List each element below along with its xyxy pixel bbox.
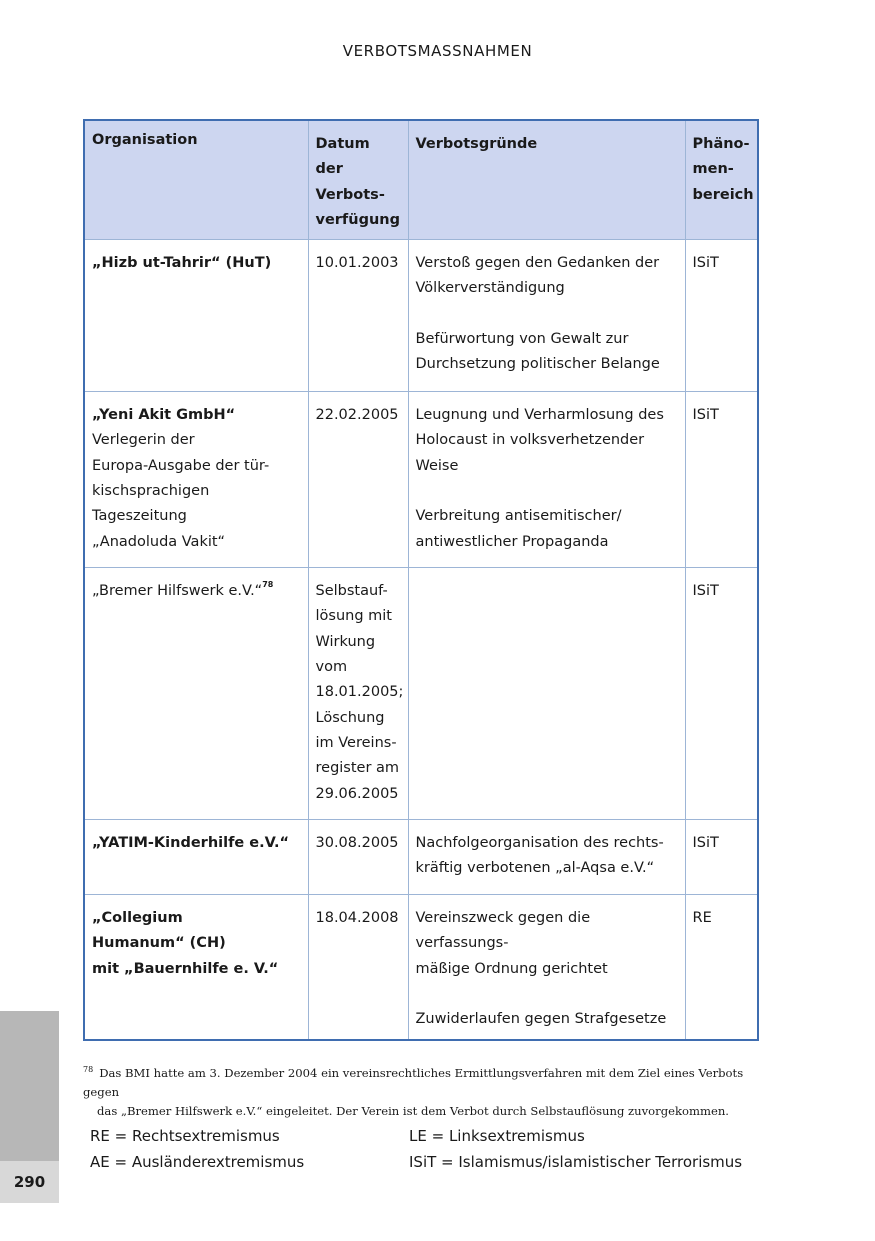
- organisation-name: „Yeni Akit GmbH“: [92, 407, 236, 424]
- datum-line: Wirkung: [315, 633, 376, 650]
- grund-line: Nachfolgeorganisation des rechts-: [415, 835, 664, 852]
- legend-item: LE = Linksextremismus: [409, 1127, 585, 1145]
- organisation-name: mit „Bauernhilfe e. V.“: [92, 960, 279, 977]
- organisation-detail: Verlegerin der: [92, 432, 195, 449]
- organisation-detail: „Anadoluda Vakit“: [92, 533, 226, 550]
- footnote-mark: 78: [83, 1065, 94, 1074]
- header-datum: [308, 120, 408, 240]
- cell-bereich: ISiT: [685, 392, 758, 568]
- organisation-detail: „Bremer Hilfswerk e.V.“: [92, 583, 263, 600]
- legend-item: ISiT = Islamismus/islamistischer Terrorismus: [409, 1153, 743, 1171]
- cell-gruende: [408, 895, 685, 1040]
- datum-line: register am: [315, 760, 400, 777]
- cell-organisation: [84, 240, 308, 392]
- grund-line: mäßige Ordnung gerichtet: [415, 960, 608, 977]
- grund-line: Weise: [415, 457, 459, 474]
- organisation-name: „Collegium: [92, 910, 183, 927]
- organisation-name: „Hizb ut-Tahrir“ (HuT): [92, 255, 272, 272]
- header-datum-line: Verbots-: [315, 186, 385, 203]
- datum-line: 30.08.2005: [315, 835, 399, 852]
- table-row: [84, 895, 758, 1040]
- organisation-detail: Europa-Ausgabe der tür-: [92, 457, 270, 474]
- table-header-row: [84, 120, 758, 240]
- datum-line: 10.01.2003: [315, 255, 399, 272]
- legend-row: [90, 1149, 790, 1175]
- header-datum-line: Datum der: [315, 136, 370, 178]
- table-row: [84, 820, 758, 895]
- table-row: [84, 240, 758, 392]
- cell-datum: [308, 240, 408, 392]
- grund-line: Durchsetzung politischer Belange: [415, 356, 660, 373]
- header-bereich-line: Phäno-: [692, 136, 750, 152]
- datum-line: Löschung: [315, 709, 385, 726]
- table-row: [84, 568, 758, 820]
- cell-gruende: [408, 392, 685, 568]
- cell-organisation: [84, 895, 308, 1040]
- table-row: [84, 392, 758, 568]
- cell-bereich: ISiT: [685, 820, 758, 895]
- paragraph-gap: [416, 302, 678, 327]
- paragraph-gap: [416, 982, 678, 1007]
- grund-line: Holocaust in volksverhetzender: [415, 432, 645, 449]
- header-bereich: [685, 120, 758, 240]
- header-organisation: Organisation: [84, 120, 308, 240]
- cell-datum: [308, 820, 408, 895]
- footnote-line-1: Das BMI hatte am 3. Dezember 2004 ein vereinsrechtliches Ermittlungsverfahren mit dem Ziel eines Verbots gegen: [83, 1066, 744, 1099]
- organisation-line: [92, 579, 301, 604]
- datum-line: 29.06.2005: [315, 785, 399, 802]
- grund-line: Befürwortung von Gewalt zur: [415, 331, 629, 348]
- cell-datum: [308, 392, 408, 568]
- organisation-name: „YATIM-Kinderhilfe e.V.“: [92, 835, 290, 852]
- bans-table: [83, 119, 759, 1041]
- footnote-line-2: das „Bremer Hilfswerk e.V.“ eingeleitet. Der Verein ist dem Verbot durch Selbstauflösung zuvorgekommen.: [97, 1104, 729, 1118]
- grund-line: Völkerverständigung: [415, 280, 565, 297]
- grund-line: Zuwiderlaufen gegen Strafgesetze: [415, 1011, 667, 1028]
- grund-line: Verstoß gegen den Gedanken der: [415, 255, 660, 272]
- legend-item: RE = Rechtsextremismus: [90, 1127, 280, 1145]
- abbreviation-legend: [90, 1123, 790, 1175]
- running-head: VERBOTSMASSNAHMEN: [342, 42, 533, 60]
- header-bereich-line: bereich: [692, 186, 754, 203]
- header-bereich-line: men-: [692, 161, 734, 178]
- cell-bereich: ISiT: [685, 240, 758, 392]
- grund-line: Vereinszweck gegen die verfassungs-: [415, 910, 591, 952]
- cell-gruende: [408, 820, 685, 895]
- grund-line: antiwestlicher Propaganda: [415, 533, 609, 550]
- datum-line: Selbstauf-: [315, 583, 388, 600]
- grund-line: Verbreitung antisemitischer/: [415, 508, 622, 525]
- header-gruende: Verbotsgründe: [408, 120, 685, 240]
- legend-item: AE = Ausländerextremismus: [90, 1153, 305, 1171]
- page-side-tab: [0, 1011, 59, 1161]
- footnote-reference: 78: [262, 580, 274, 590]
- datum-line: 18.01.2005;: [315, 684, 404, 701]
- grund-line: Leugnung und Verharmlosung des: [415, 407, 664, 424]
- legend-row: [90, 1123, 790, 1149]
- footnote: [83, 1060, 773, 1121]
- datum-line: 18.04.2008: [315, 910, 399, 927]
- datum-line: im Vereins-: [315, 734, 397, 751]
- header-datum-line: verfügung: [315, 211, 400, 228]
- cell-gruende: [408, 568, 685, 820]
- cell-gruende: [408, 240, 685, 392]
- datum-line: vom: [315, 659, 348, 676]
- page-number: 290: [0, 1161, 59, 1203]
- cell-datum: [308, 568, 408, 820]
- cell-organisation: [84, 392, 308, 568]
- cell-organisation: [84, 568, 308, 820]
- cell-bereich: ISiT: [685, 568, 758, 820]
- grund-line: kräftig verbotenen „al-Aqsa e.V.“: [415, 860, 655, 877]
- cell-bereich: RE: [685, 895, 758, 1040]
- datum-line: lösung mit: [315, 608, 392, 625]
- paragraph-gap: [416, 479, 678, 504]
- datum-line: 22.02.2005: [315, 407, 399, 424]
- cell-organisation: [84, 820, 308, 895]
- cell-datum: [308, 895, 408, 1040]
- organisation-name: Humanum“ (CH): [92, 935, 226, 952]
- organisation-detail: kischsprachigen Tageszeitung: [92, 483, 210, 525]
